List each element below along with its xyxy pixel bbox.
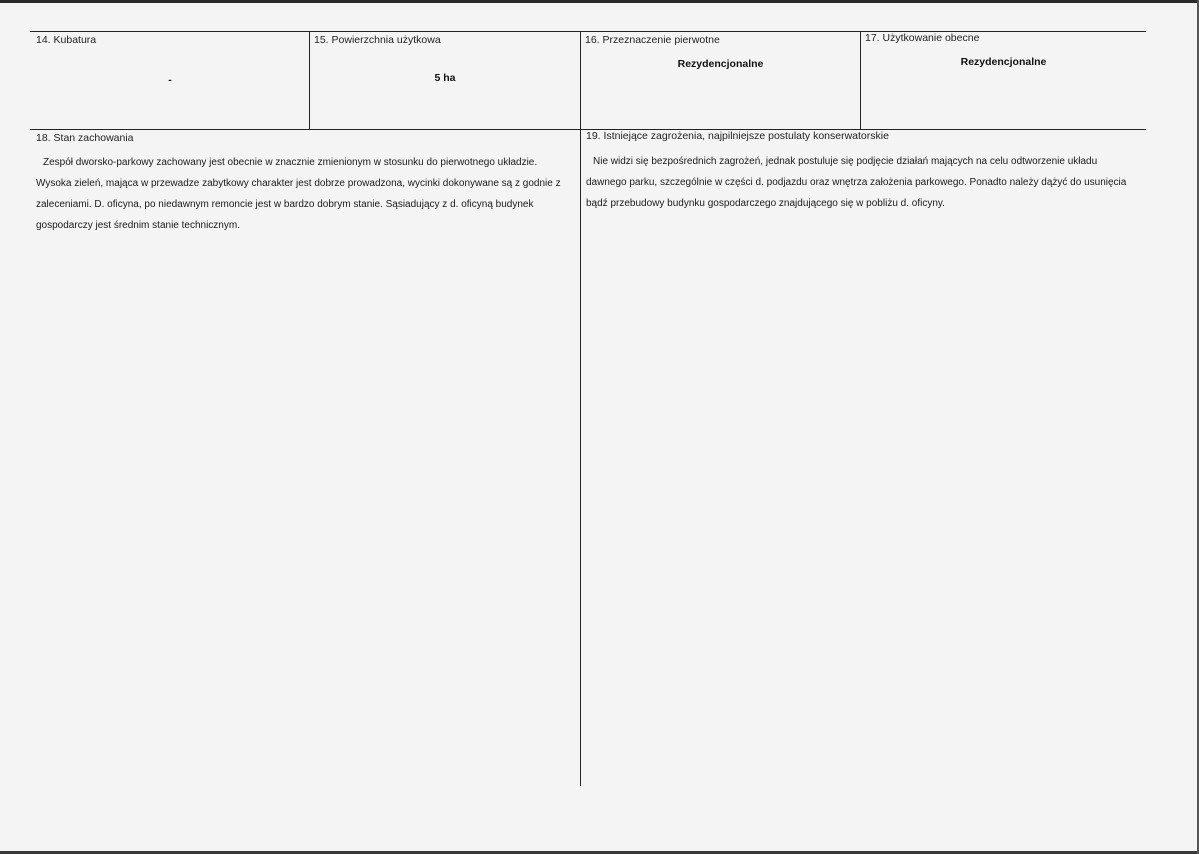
- field-powierzchnia-value: 5 ha: [434, 72, 456, 84]
- field-powierzchnia-label: [314, 34, 441, 46]
- threats-text-block: [586, 151, 1134, 214]
- threats-label: [586, 130, 889, 142]
- field-label: Istniejące zagrożenia, najpilniejsze postulaty konserwatorskie: [603, 130, 889, 142]
- scan-edge-top: [0, 0, 1199, 3]
- column-divider-16-17: [860, 31, 861, 129]
- field-label: Przeznaczenie pierwotne: [602, 34, 720, 46]
- field-number: 17.: [865, 32, 880, 44]
- threats-text: Nie widzi się bezpośrednich zagrożeń, jednak postuluje się podjęcie działań mających na celu odtworzenie układu dawnego parku, szczególnie w części d. podjazdu oraz wnętrza założenia parkowego. Ponadto należy dążyć do usunięcia bądź przebudowy budynku gospodarczego znajdującego się w pobliżu d. oficyny.: [586, 156, 1127, 209]
- field-label: Powierzchnia użytkowa: [331, 34, 441, 46]
- field-label: Użytkowanie obecne: [882, 32, 980, 44]
- field-number: 19.: [586, 130, 601, 142]
- column-divider-main: [580, 31, 581, 786]
- condition-text-block: [36, 152, 572, 236]
- field-przeznaczenie-label: [585, 34, 720, 46]
- field-kubatura-value: -: [168, 74, 172, 86]
- field-label: Kubatura: [53, 34, 97, 46]
- condition-text: Zespół dworsko-parkowy zachowany jest obecnie w znacznie zmienionym w stosunku do pierwotnego układzie. Wysoka zieleń, mająca w przewadze zabytkowy charakter jest dobrze prowadzona, wycinki dokonywane są z godnie z zaleceniami. D. oficyna, po niedawnym remoncie jest w bardzo dobrym stanie. Sąsiadujący z d. oficyną budynek gospodarczy jest średnim stanie technicznym.: [36, 157, 561, 231]
- field-number: 18.: [36, 132, 51, 144]
- field-number: 14.: [36, 34, 51, 46]
- field-number: 16.: [585, 34, 600, 46]
- condition-label: [36, 132, 134, 144]
- field-kubatura-label: [36, 34, 96, 46]
- field-uzytkowanie-value: Rezydencjonalne: [960, 56, 1047, 68]
- field-przeznaczenie-value: Rezydencjonalne: [677, 58, 764, 70]
- field-number: 15.: [314, 34, 329, 46]
- field-uzytkowanie-label: [865, 32, 979, 44]
- field-label: Stan zachowania: [53, 132, 134, 144]
